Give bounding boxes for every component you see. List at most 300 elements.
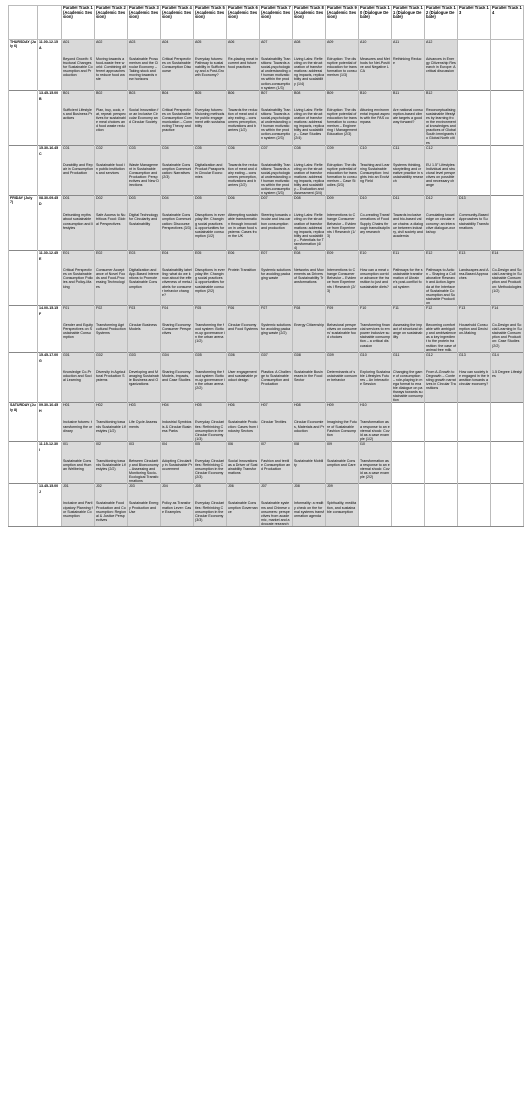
- session-title: Circular Business Models: [128, 323, 161, 352]
- spacer-cell: [227, 46, 260, 57]
- session-title: Disruptions in everyday life: Changing social practices & opportunities for sustainable consumption (1/2): [194, 213, 227, 250]
- session-code: D04: [161, 196, 194, 203]
- spacer-cell: [62, 359, 95, 370]
- session-code: C09: [326, 145, 359, 152]
- spacer-cell: [161, 257, 194, 268]
- track-header-6: Parallel Track 6 (Academic Session): [227, 6, 260, 40]
- session-code: H06: [227, 403, 260, 410]
- session-code: E05: [194, 251, 227, 258]
- session-title: Systemic solutions for avoiding packaging waste (2/2): [260, 323, 293, 352]
- session-code: A01: [62, 40, 95, 47]
- spacer-cell: [227, 409, 260, 420]
- session-title-row: [9, 108, 524, 145]
- session-code: D03: [128, 196, 161, 203]
- spacer-cell: [359, 409, 392, 420]
- spacer-cell: [260, 202, 293, 213]
- session-title: Co-Design and Social Learning in Sustainable Consumption and Production: Methodologies (1/2): [491, 268, 524, 305]
- day-label: [9, 90, 38, 145]
- session-title-row: [9, 501, 524, 526]
- session-title: Living Labs: Reflecting on the structuration of transformations: addressing impacts, replicability and scalability – Potentials for Transformation (4/4): [294, 213, 324, 251]
- spacer-cell: [161, 409, 194, 420]
- spacer-cell: [128, 409, 161, 420]
- session-title-row: [9, 420, 524, 441]
- spacer-cell: [95, 46, 128, 57]
- session-title: Critical Perspectives on Sustainable Consumption Discourse: [161, 57, 194, 90]
- session-title: Protein Transition: [227, 268, 260, 305]
- session-code: H10: [359, 403, 392, 410]
- session-code: B02: [95, 90, 128, 97]
- track-header-4: Parallel Track 4 (Academic Session): [161, 6, 194, 40]
- session-title: Everyday futures: Visioning methods for public engagement with sustainability: [194, 108, 227, 145]
- session-code: E04: [161, 251, 194, 258]
- session-letter: C: [38, 152, 62, 163]
- session-time: 11.00-12.15: [38, 40, 62, 47]
- spacer-cell: [161, 97, 194, 108]
- spacer-cell: [359, 257, 392, 268]
- spacer-cell: [260, 490, 293, 501]
- session-title: Sustainable Businesses in the Food Sector: [293, 370, 326, 403]
- session-code: G03: [128, 352, 161, 359]
- spacer-cell: [293, 312, 326, 323]
- spacer-cell: [95, 409, 128, 420]
- spacer-cell: [260, 448, 293, 459]
- session-title: Imagining the Future of Sustainable Fashion Consumption: [326, 420, 359, 441]
- spacer-cell: [326, 312, 359, 323]
- spacer-cell: [260, 257, 293, 268]
- session-code: G04: [161, 352, 194, 359]
- spacer-cell: [392, 409, 425, 420]
- session-title: Transforming Agricultural Production Systems: [95, 323, 128, 352]
- session-title: Social Innovation for an Inclusive Circular Economy and Circular Society: [128, 108, 161, 145]
- session-title: Critical Perspectives on Sustainable Consumption Policies and Policy-Making: [62, 268, 95, 305]
- session-title: Networks and Movements as Drivers of Sustainability Transformations: [293, 268, 326, 305]
- session-title: EU 1.5° Lifestyles: Individual and structural level perspectives on possible and necessary change: [425, 163, 458, 196]
- spacer-cell: [194, 152, 227, 163]
- session-title: Sustainable systems and Chinese consumers: perspectives from academic, market and advocate research: [260, 501, 293, 526]
- spacer-cell: [326, 490, 359, 501]
- session-code: G06: [227, 352, 260, 359]
- spacer-cell: [227, 152, 260, 163]
- session-code: F02: [95, 306, 128, 313]
- session-letter-row: [9, 490, 524, 501]
- session-title: How can a meat consumption corridor advance the transition to just and sustainable diets?: [359, 268, 392, 305]
- track-header-14: Parallel Track 14: [491, 6, 524, 40]
- spacer-cell: [425, 257, 458, 268]
- session-title: Edruption: The disruptive potential of education for transformation to consumerism – Case Studies (3/3): [326, 163, 359, 196]
- session-title: [425, 459, 458, 484]
- spacer-cell: [194, 359, 227, 370]
- spacer-cell: [227, 97, 260, 108]
- spacer-cell: [491, 152, 524, 163]
- spacer-cell: [326, 97, 359, 108]
- session-code: B07: [260, 90, 293, 97]
- session-code: H08: [293, 403, 326, 410]
- spacer-cell: [95, 490, 128, 501]
- session-code: J03: [128, 484, 161, 491]
- session-code: D06: [227, 196, 260, 203]
- session-title: [359, 501, 392, 526]
- spacer-cell: [326, 359, 359, 370]
- blank-cell: [38, 57, 62, 90]
- session-title: Sharing Economy: Models, Impacts, and Case Studies: [161, 370, 194, 403]
- session-title: Policy as Transformation Lever: Case Examples: [161, 501, 194, 526]
- session-title: [458, 459, 491, 484]
- spacer-cell: [458, 490, 491, 501]
- session-time: 15.45-17.00: [38, 352, 62, 359]
- session-title: [458, 420, 491, 441]
- session-title: Transitioning towards Sustainable Lifestyles (1/2): [95, 420, 128, 441]
- spacer-cell: [392, 202, 425, 213]
- session-code: J07: [260, 484, 293, 491]
- session-code: J05: [194, 484, 227, 491]
- session-title: Sustainable Production: Cases from Industry Sectors: [227, 420, 260, 441]
- spacer-cell: [491, 46, 524, 57]
- session-code: F08: [293, 306, 326, 313]
- blank-cell: [38, 213, 62, 250]
- spacer-cell: [491, 448, 524, 459]
- spacer-cell: [161, 152, 194, 163]
- session-title: Pathways for the sustainable transformation of Ukraine's post-conflict food system: [392, 268, 425, 305]
- spacer-cell: [359, 46, 392, 57]
- session-code: E02: [95, 251, 128, 258]
- session-letter: J: [38, 490, 62, 501]
- session-title: Circular Economies, Materials and Production: [293, 420, 326, 441]
- spacer-cell: [491, 257, 524, 268]
- spacer-cell: [425, 46, 458, 57]
- session-title-row: [9, 163, 524, 196]
- session-title: Sustainability labelling: what do we know about the effectiveness of meta-labels for consumer behavior change?: [161, 268, 194, 305]
- conference-schedule-table: [8, 5, 524, 527]
- spacer-cell: [62, 312, 95, 323]
- spacer-cell: [458, 312, 491, 323]
- session-title: [425, 501, 458, 526]
- session-title: Everyday Circularities: Rethinking Consumption in the Circular Economy (1/3): [194, 420, 227, 441]
- session-title: [491, 57, 524, 90]
- spacer-cell: [128, 257, 161, 268]
- session-code: B12: [425, 90, 458, 97]
- blank-cell: [38, 108, 62, 145]
- session-title: Are national consumption-based climate targets a good way forward?: [392, 108, 425, 145]
- session-code: B04: [161, 90, 194, 97]
- session-title: [491, 459, 524, 484]
- session-title: Cumulating knowledge on circular economy: an interactive dialogue-workshop: [425, 213, 458, 250]
- session-code: G07: [260, 352, 293, 359]
- spacer-cell: [458, 46, 491, 57]
- spacer-cell: [425, 409, 458, 420]
- blank-cell: [38, 459, 62, 484]
- track-header-11: Parallel Track 11 (Dialogue Debate): [392, 6, 425, 40]
- spacer-cell: [95, 97, 128, 108]
- session-title: Moving towards a food-waste free world: Combining different approaches to reduce food waste: [95, 57, 128, 90]
- session-letter: F: [38, 312, 62, 323]
- session-letter: I: [38, 448, 62, 459]
- session-title: Diversity in Agricultural Production Systems: [95, 370, 128, 403]
- session-title: Co-creating Transformations of Food Supply Chains through transdisciplinary research: [359, 213, 392, 250]
- session-code: C05: [194, 145, 227, 152]
- session-code: F09: [326, 306, 359, 313]
- session-code: A12: [425, 40, 458, 47]
- session-letter-row: [9, 152, 524, 163]
- session-code: H03: [128, 403, 161, 410]
- blank-cell: [38, 501, 62, 526]
- session-code: E12: [425, 251, 458, 258]
- session-code: F13: [458, 306, 491, 313]
- spacer-cell: [491, 409, 524, 420]
- spacer-cell: [161, 46, 194, 57]
- spacer-cell: [458, 202, 491, 213]
- session-code: G05: [194, 352, 227, 359]
- session-code: D11: [392, 196, 425, 203]
- session-letter-row: [9, 312, 524, 323]
- session-code: I01: [62, 441, 95, 448]
- session-title: Transforming the food system: Bottom-up governance in the urban arena (1/2): [194, 323, 227, 352]
- session-title-row: [9, 268, 524, 305]
- session-title: Gender and Equity Perspectives on Sustainable Consumption: [62, 323, 95, 352]
- session-code: G11: [392, 352, 425, 359]
- spacer-cell: [128, 448, 161, 459]
- spacer-cell: [326, 448, 359, 459]
- spacer-cell: [194, 202, 227, 213]
- session-title: Living Labs: Reflecting on the structuration of transformations: addressing impacts, replicability and scalability – Case Studies (2/4): [293, 108, 326, 145]
- session-title: Exploring Sustainable Lifestyles Futures – An Interactive Session: [359, 370, 392, 403]
- spacer-cell: [194, 257, 227, 268]
- session-title: Fashion and textile Consumption and Production: [260, 459, 293, 484]
- session-title: [425, 420, 458, 441]
- session-title: Everyday Circularities: Rethinking Consumption in the Circular Economy (2/3): [194, 459, 227, 484]
- spacer-cell: [491, 359, 524, 370]
- spacer-cell: [62, 202, 95, 213]
- spacer-cell: [491, 312, 524, 323]
- spacer-cell: [161, 448, 194, 459]
- session-time: 13.45-15.00: [38, 90, 62, 97]
- session-time: 14.00-15.15: [38, 306, 62, 313]
- session-title: Sustainable food in public institutions and services: [95, 163, 128, 196]
- session-title: Digitalization and Product Passports in Circular Economies: [194, 163, 227, 196]
- session-title: [491, 163, 524, 196]
- session-title: Determinants of sustainable consumer behavior: [326, 370, 359, 403]
- session-code: E09: [326, 251, 359, 258]
- session-title: Safe Access to Nutritious Food: Global Perspectives: [95, 213, 128, 250]
- spacer-cell: [260, 152, 293, 163]
- spacer-cell: [491, 202, 524, 213]
- session-title: Transitioning towards Sustainable Lifestyles (2/2): [95, 459, 128, 484]
- session-code: C04: [161, 145, 194, 152]
- session-title: Transformation as a response to an external shock: Covid as a case example (1/2): [360, 420, 390, 441]
- session-title: Sustainable Consumption Communication: Narratives (2/3): [161, 163, 194, 196]
- session-letter-row: [9, 97, 524, 108]
- session-code: E07: [260, 251, 293, 258]
- spacer-cell: [95, 202, 128, 213]
- spacer-cell: [458, 152, 491, 163]
- session-title-row: [9, 459, 524, 484]
- session-code: F04: [161, 306, 194, 313]
- session-title: Becoming comfortable with ambiguity and ambivalence as a key ingredient to the protein transition: the case of animal free milk.: [426, 323, 456, 352]
- spacer-cell: [425, 202, 458, 213]
- session-code: J08: [293, 484, 326, 491]
- session-title: Interventions to Change Consumer Behavior – Evidence from Experiments I Research (1/3): [326, 213, 359, 250]
- session-time: 08.30-09.45: [38, 196, 62, 203]
- spacer-cell: [194, 490, 227, 501]
- session-title: Towards inclusive and bio-based value chains: a dialogue between industry, civil society and academia: [392, 213, 425, 250]
- session-title: Knowledge Co-Production and Social Learning: [62, 370, 95, 403]
- session-code: D07: [260, 196, 293, 203]
- blank-cell: [38, 420, 62, 441]
- session-title: Attempting sustainable transformation through innovation in urban food systems: Cases from the UK: [227, 213, 260, 250]
- spacer-cell: [359, 448, 392, 459]
- spacer-cell: [95, 152, 128, 163]
- session-code: E08: [293, 251, 326, 258]
- session-title: Digital Technology for Circularity and Sustainability: [128, 213, 161, 250]
- spacer-cell: [491, 490, 524, 501]
- session-title: Sufficient Lifestyles and Business Practices: [62, 108, 95, 145]
- spacer-cell: [62, 490, 95, 501]
- session-title: Everyday Circularities: Rethinking Consumption in the Circular Economy (3/3): [194, 501, 227, 526]
- session-title: Disruptions in everyday life: Changing social practices & opportunities for sustainable consumption (2/2): [194, 268, 227, 305]
- spacer-cell: [62, 46, 95, 57]
- session-code: F14: [491, 306, 524, 313]
- session-title: [392, 420, 425, 441]
- session-title: Sustainable Consumption Governance: [227, 501, 260, 526]
- spacer-cell: [458, 409, 491, 420]
- session-title: How can society be engaged in the transition towards a circular economy?: [458, 370, 491, 403]
- spacer-cell: [194, 448, 227, 459]
- session-title: Sustainable Consumption and Care: [326, 459, 359, 484]
- session-letter: A: [38, 46, 62, 57]
- spacer-cell: [392, 359, 425, 370]
- spacer-cell: [425, 448, 458, 459]
- spacer-cell: [293, 448, 326, 459]
- session-code: F06: [227, 306, 260, 313]
- session-code: A07: [260, 40, 293, 47]
- session-title: Community-Based Approaches to Sustainability Transformations: [458, 213, 491, 250]
- session-code: E11: [392, 251, 425, 258]
- spacer-cell: [392, 490, 425, 501]
- spacer-cell: [161, 359, 194, 370]
- day-label: [9, 145, 38, 196]
- session-title: Systemic solutions for avoiding packaging waste: [260, 268, 293, 305]
- spacer-cell: [326, 202, 359, 213]
- session-title: Plan, buy, cook, eat, repeat: perspectives for sustainable meal choices and food waste reduction: [95, 108, 128, 145]
- spacer-cell: [227, 359, 260, 370]
- session-code: H07: [260, 403, 293, 410]
- session-code: A11: [392, 40, 425, 47]
- day-label: FRIDAY (July 7): [9, 196, 38, 251]
- session-code: E13: [458, 251, 491, 258]
- session-letter-row: [9, 257, 524, 268]
- spacer-cell: [326, 409, 359, 420]
- session-title: Sustainable Consumption Communication: Discourse Perspectives (3/3): [161, 213, 194, 250]
- session-code: I05: [194, 441, 227, 448]
- session-code: C11: [392, 145, 425, 152]
- session-code: I03: [128, 441, 161, 448]
- spacer-cell: [128, 202, 161, 213]
- spacer-cell: [293, 152, 326, 163]
- session-title: Debunking myths about sustainable consumption and lifestyles: [62, 213, 95, 250]
- session-code: J09: [326, 484, 359, 491]
- session-code: B05: [194, 90, 227, 97]
- blank-cell: [38, 163, 62, 196]
- spacer-cell: [95, 448, 128, 459]
- session-title: Plastics: A Challenge to Sustainable Consumption and Production: [260, 370, 293, 403]
- session-title: Re-placing meat in current and future food practices: [227, 57, 260, 90]
- session-title: Behavioral perspectives on consumers' sustainable food choices: [326, 323, 359, 352]
- session-code: C10: [359, 145, 392, 152]
- session-title: Co-Design and Social Learning in Sustainable Consumption and Production: Case Studies (2/2): [491, 323, 524, 352]
- spacer-cell: [359, 312, 392, 323]
- session-code: F07: [260, 306, 293, 313]
- session-code: A02: [95, 40, 128, 47]
- session-code: F11: [392, 306, 425, 313]
- spacer-cell: [194, 46, 227, 57]
- spacer-cell: [260, 359, 293, 370]
- session-letter: E: [38, 257, 62, 268]
- session-title: [458, 163, 491, 196]
- session-code: E06: [227, 251, 260, 258]
- session-code: D09: [326, 196, 359, 203]
- session-title: Digitalization and App-Based Interventions to Promote Sustainable Consumption: [128, 268, 161, 305]
- session-title: Measures and Methods for Net-Positive and Negative LCA: [359, 57, 392, 90]
- session-code: F10: [359, 306, 392, 313]
- spacer-cell: [392, 448, 425, 459]
- spacer-cell: [293, 202, 326, 213]
- spacer-cell: [458, 448, 491, 459]
- session-code: G10: [359, 352, 392, 359]
- session-title: [458, 57, 491, 90]
- session-code: E01: [62, 251, 95, 258]
- session-code: H02: [95, 403, 128, 410]
- session-time: 15.30-16.45: [38, 145, 62, 152]
- spacer-cell: [128, 97, 161, 108]
- session-title: Inclusive and Participatory Planning for Sustainable Consumption: [62, 501, 95, 526]
- session-code: F01: [62, 306, 95, 313]
- session-title: [458, 108, 491, 145]
- session-title: Sustainable Food Production and Consumption: Regional & Justice Perspectives: [95, 501, 128, 526]
- track-header-3: Parallel Track 3 (Academic Session): [128, 6, 161, 40]
- session-title: Sustainability Transitions: Towards a social-psychological understanding of human motivations within the production-consumption system (3/3): [261, 162, 291, 196]
- session-title: Spirituality, meditation, and sustainable consumption: [326, 501, 359, 526]
- session-code: G12: [425, 352, 458, 359]
- session-time: 11.30-12.45: [38, 251, 62, 258]
- spacer-cell: [326, 46, 359, 57]
- session-code: C08: [293, 145, 326, 152]
- session-code: I02: [95, 441, 128, 448]
- track-header-8: Parallel Track 8 (Academic Session): [293, 6, 326, 40]
- spacer-cell: [359, 97, 392, 108]
- session-code: C12: [425, 145, 458, 152]
- session-code: H05: [194, 403, 227, 410]
- session-code: J04: [161, 484, 194, 491]
- session-code: I07: [260, 441, 293, 448]
- session-title: Advances in Energy Citizenship Research in Europe: A critical discussion: [425, 57, 458, 90]
- spacer-cell: [62, 152, 95, 163]
- session-title: Steering towards circular and low-carbon consumption and production: [260, 213, 293, 250]
- session-title: Edruption: The disruptive potential of education for transformation to consumerism – Engineering / Management Education (2/3): [326, 108, 359, 145]
- session-title: Critical Perspectives on Sustainable Consumption Communication – Connecting Theory and practice: [161, 108, 194, 145]
- session-title: Informality: a reality check on the formal systems transformation agenda: [293, 501, 326, 526]
- session-time: 13.45-15.00: [38, 484, 62, 491]
- session-code: B01: [62, 90, 95, 97]
- spacer-cell: [95, 359, 128, 370]
- session-letter-row: [9, 409, 524, 420]
- spacer-cell: [293, 97, 326, 108]
- session-letter: G: [38, 359, 62, 370]
- session-title: [458, 501, 491, 526]
- spacer-cell: [425, 97, 458, 108]
- session-title: Landscapes and Area-Based Approaches: [458, 268, 491, 305]
- day-label: [9, 441, 38, 484]
- session-code: H09: [326, 403, 359, 410]
- spacer-cell: [128, 490, 161, 501]
